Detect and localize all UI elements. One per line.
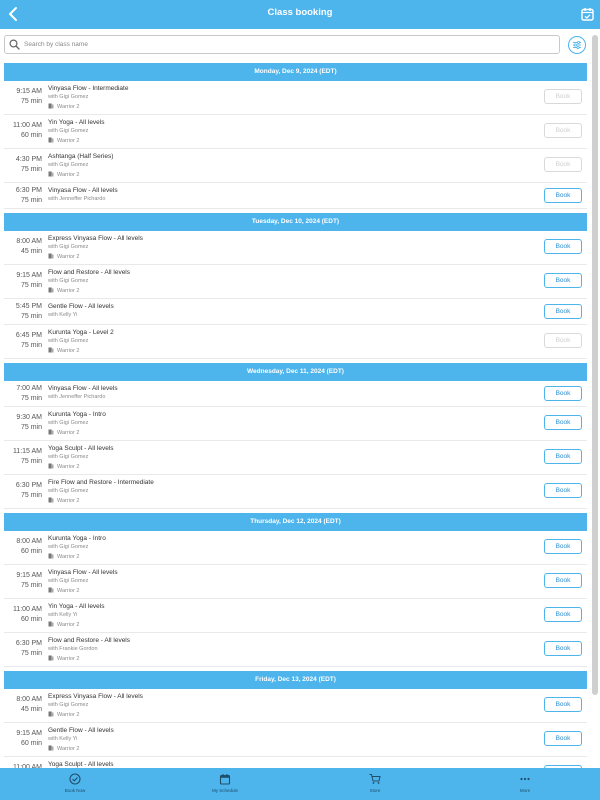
room-door-icon <box>48 553 54 559</box>
book-button: Book <box>544 89 582 104</box>
day-header: Tuesday, Dec 10, 2024 (EDT) <box>4 213 587 231</box>
book-button: Book <box>544 157 582 172</box>
class-duration: 75 min <box>20 342 42 349</box>
class-time: 5:45 PM <box>15 303 42 310</box>
page-title: Class booking <box>267 7 333 18</box>
class-duration: 60 min <box>20 616 42 623</box>
search-input[interactable] <box>24 38 544 51</box>
class-name: Yin Yoga - All levels <box>48 119 105 126</box>
class-name: Yoga Sculpt - All levels <box>48 761 114 768</box>
book-button: Book <box>544 333 582 348</box>
room-door-icon <box>48 711 54 717</box>
class-name: Flow and Restore - All levels <box>48 269 131 276</box>
class-row <box>4 265 587 299</box>
class-room-label: Warrior 2 <box>57 588 80 594</box>
book-button[interactable]: Book <box>544 483 582 498</box>
class-teacher: with Gigi Gomez <box>48 544 89 550</box>
search-icon <box>9 39 20 50</box>
class-room-label: Warrior 2 <box>57 138 80 144</box>
class-time: 9:15 AM <box>16 272 42 279</box>
class-row <box>4 689 587 723</box>
class-room <box>48 463 79 470</box>
class-row <box>4 115 587 149</box>
scrollbar-thumb[interactable] <box>592 35 598 695</box>
class-row <box>4 81 587 115</box>
class-duration: 60 min <box>20 548 42 555</box>
class-room <box>48 553 79 560</box>
class-room-label: Warrior 2 <box>57 656 80 662</box>
class-teacher: with Gigi Gomez <box>48 420 89 426</box>
class-name: Ashtanga (Half Series) <box>48 153 114 160</box>
class-duration: 75 min <box>20 650 42 657</box>
class-duration: 45 min <box>20 706 42 713</box>
class-time: 11:00 AM <box>12 606 42 613</box>
class-name: Vinyasa Flow - All levels <box>48 385 118 392</box>
class-room <box>48 171 79 178</box>
class-room <box>48 429 79 436</box>
class-room-label: Warrior 2 <box>57 172 80 178</box>
class-room-label: Warrior 2 <box>57 288 80 294</box>
class-teacher: with Gigi Gomez <box>48 244 89 250</box>
class-teacher: with Gigi Gomez <box>48 488 89 494</box>
class-name: Yoga Sculpt - All levels <box>48 445 114 452</box>
book-button[interactable]: Book <box>544 539 582 554</box>
filter-sliders-icon <box>572 40 582 50</box>
class-room <box>48 621 79 628</box>
calendar-check-icon[interactable] <box>581 7 594 21</box>
class-duration: 75 min <box>20 98 42 105</box>
class-duration: 75 min <box>20 197 42 204</box>
class-room-label: Warrior 2 <box>57 348 80 354</box>
class-name: Kurunta Yoga - Intro <box>48 411 106 418</box>
class-teacher: with Gigi Gomez <box>48 278 89 284</box>
search-row <box>0 29 600 61</box>
top-bar <box>0 0 600 29</box>
cart-icon <box>369 773 381 785</box>
class-room <box>48 655 79 662</box>
class-name: Kurunta Yoga - Level 2 <box>48 329 114 336</box>
class-room-label: Warrior 2 <box>57 498 80 504</box>
class-room <box>48 287 79 294</box>
calendar-icon <box>219 773 231 785</box>
class-row <box>4 231 587 265</box>
book-button[interactable]: Book <box>544 188 582 203</box>
class-duration: 75 min <box>20 458 42 465</box>
class-room <box>48 745 79 752</box>
class-teacher: with Jenneffer Pichardo <box>48 394 106 400</box>
class-duration: 75 min <box>20 395 42 402</box>
class-time: 8:00 AM <box>16 696 42 703</box>
nav-label: More <box>519 788 531 793</box>
book-button[interactable]: Book <box>544 415 582 430</box>
book-button[interactable]: Book <box>544 607 582 622</box>
class-room <box>48 137 79 144</box>
class-duration: 60 min <box>20 132 42 139</box>
class-teacher: with Gigi Gomez <box>48 454 89 460</box>
class-row <box>4 633 587 667</box>
class-name: Gentle Flow - All levels <box>48 727 114 734</box>
class-teacher: with Kelly Yi <box>48 736 78 742</box>
class-row <box>4 299 587 325</box>
scrollbar[interactable] <box>592 35 598 695</box>
book-button[interactable]: Book <box>544 731 582 746</box>
nav-label: Book Now <box>64 788 86 793</box>
day-section <box>4 213 587 359</box>
class-duration: 75 min <box>20 313 42 320</box>
book-button[interactable]: Book <box>544 304 582 319</box>
class-time: 7:00 AM <box>16 385 42 392</box>
class-room <box>48 497 79 504</box>
day-section <box>4 513 587 667</box>
class-row <box>4 599 587 633</box>
class-time: 9:15 AM <box>16 730 42 737</box>
room-door-icon <box>48 103 54 109</box>
class-time: 6:30 PM <box>15 187 42 194</box>
class-duration: 45 min <box>20 248 42 255</box>
bottom-nav <box>0 768 600 800</box>
class-name: Flow and Restore - All levels <box>48 637 131 644</box>
class-teacher: with Frankie Gordon <box>48 646 98 652</box>
class-name: Vinyasa Flow - Intermediate <box>48 85 129 92</box>
book-button[interactable]: Book <box>544 239 582 254</box>
room-door-icon <box>48 463 54 469</box>
class-room-label: Warrior 2 <box>57 746 80 752</box>
book-button[interactable]: Book <box>544 273 582 288</box>
class-name: Express Vinyasa Flow - All levels <box>48 235 143 242</box>
class-name: Yin Yoga - All levels <box>48 603 105 610</box>
class-room-label: Warrior 2 <box>57 622 80 628</box>
nav-item-my-schedule[interactable] <box>150 768 300 800</box>
nav-item-more[interactable] <box>450 768 600 800</box>
class-duration: 60 min <box>20 740 42 747</box>
class-teacher: with Gigi Gomez <box>48 338 89 344</box>
class-time: 8:00 AM <box>16 538 42 545</box>
room-door-icon <box>48 171 54 177</box>
room-door-icon <box>48 621 54 627</box>
class-room-label: Warrior 2 <box>57 430 80 436</box>
class-time: 6:45 PM <box>15 332 42 339</box>
filter-button[interactable] <box>568 36 586 54</box>
class-teacher: with Jenneffer Pichardo <box>48 196 106 202</box>
room-door-icon <box>48 655 54 661</box>
room-door-icon <box>48 587 54 593</box>
book-button: Book <box>544 123 582 138</box>
search-box <box>4 35 560 54</box>
class-row <box>4 723 587 757</box>
class-time: 11:15 AM <box>12 448 42 455</box>
class-name: Gentle Flow - All levels <box>48 303 114 310</box>
class-teacher: with Kelly Yi <box>48 312 78 318</box>
class-row <box>4 531 587 565</box>
book-button[interactable]: Book <box>544 641 582 656</box>
class-duration: 75 min <box>20 166 42 173</box>
class-time: 6:30 PM <box>15 640 42 647</box>
class-room-label: Warrior 2 <box>57 554 80 560</box>
class-teacher: with Gigi Gomez <box>48 578 89 584</box>
day-header: Thursday, Dec 12, 2024 (EDT) <box>4 513 587 531</box>
class-teacher: with Kelly Yi <box>48 612 78 618</box>
class-teacher: with Gigi Gomez <box>48 702 89 708</box>
class-row <box>4 565 587 599</box>
room-door-icon <box>48 497 54 503</box>
room-door-icon <box>48 347 54 353</box>
class-row <box>4 407 587 441</box>
room-door-icon <box>48 137 54 143</box>
class-room <box>48 711 79 718</box>
class-room <box>48 347 79 354</box>
nav-item-book-now[interactable] <box>0 768 150 800</box>
class-room-label: Warrior 2 <box>57 712 80 718</box>
class-name: Fire Flow and Restore - Intermediate <box>48 479 154 486</box>
nav-item-store[interactable] <box>300 768 450 800</box>
class-room <box>48 253 79 260</box>
class-row <box>4 381 587 407</box>
class-row <box>4 183 587 209</box>
class-room <box>48 587 79 594</box>
class-time: 8:00 AM <box>16 238 42 245</box>
class-time: 6:30 PM <box>15 482 42 489</box>
day-header: Friday, Dec 13, 2024 (EDT) <box>4 671 587 689</box>
more-dots-icon <box>519 773 531 785</box>
book-button[interactable]: Book <box>544 449 582 464</box>
check-circle-icon <box>69 773 81 785</box>
class-name: Vinyasa Flow - All levels <box>48 569 118 576</box>
class-name: Kurunta Yoga - Intro <box>48 535 106 542</box>
class-teacher: with Gigi Gomez <box>48 94 89 100</box>
room-door-icon <box>48 253 54 259</box>
class-duration: 75 min <box>20 582 42 589</box>
day-section <box>4 363 587 509</box>
class-row <box>4 149 587 183</box>
class-duration: 75 min <box>20 282 42 289</box>
class-teacher: with Gigi Gomez <box>48 128 89 134</box>
room-door-icon <box>48 287 54 293</box>
nav-label: Store <box>369 788 381 793</box>
room-door-icon <box>48 429 54 435</box>
day-header: Monday, Dec 9, 2024 (EDT) <box>4 63 587 81</box>
class-time: 9:15 AM <box>16 88 42 95</box>
class-name: Express Vinyasa Flow - All levels <box>48 693 143 700</box>
class-room <box>48 103 79 110</box>
class-teacher: with Gigi Gomez <box>48 162 89 168</box>
nav-label: My Schedule <box>211 788 238 793</box>
class-time: 9:30 AM <box>16 414 42 421</box>
class-room-label: Warrior 2 <box>57 254 80 260</box>
class-room-label: Warrior 2 <box>57 464 80 470</box>
class-row <box>4 325 587 359</box>
room-door-icon <box>48 745 54 751</box>
class-row <box>4 475 587 509</box>
class-duration: 75 min <box>20 424 42 431</box>
class-name: Vinyasa Flow - All levels <box>48 187 118 194</box>
class-row <box>4 441 587 475</box>
book-button[interactable]: Book <box>544 697 582 712</box>
day-header: Wednesday, Dec 11, 2024 (EDT) <box>4 363 587 381</box>
book-button[interactable]: Book <box>544 573 582 588</box>
class-list <box>4 63 587 768</box>
class-time: 9:15 AM <box>16 572 42 579</box>
class-time: 4:30 PM <box>15 156 42 163</box>
book-button[interactable]: Book <box>544 386 582 401</box>
class-time: 11:00 AM <box>12 122 42 129</box>
class-room-label: Warrior 2 <box>57 104 80 110</box>
day-section <box>4 63 587 209</box>
class-duration: 75 min <box>20 492 42 499</box>
